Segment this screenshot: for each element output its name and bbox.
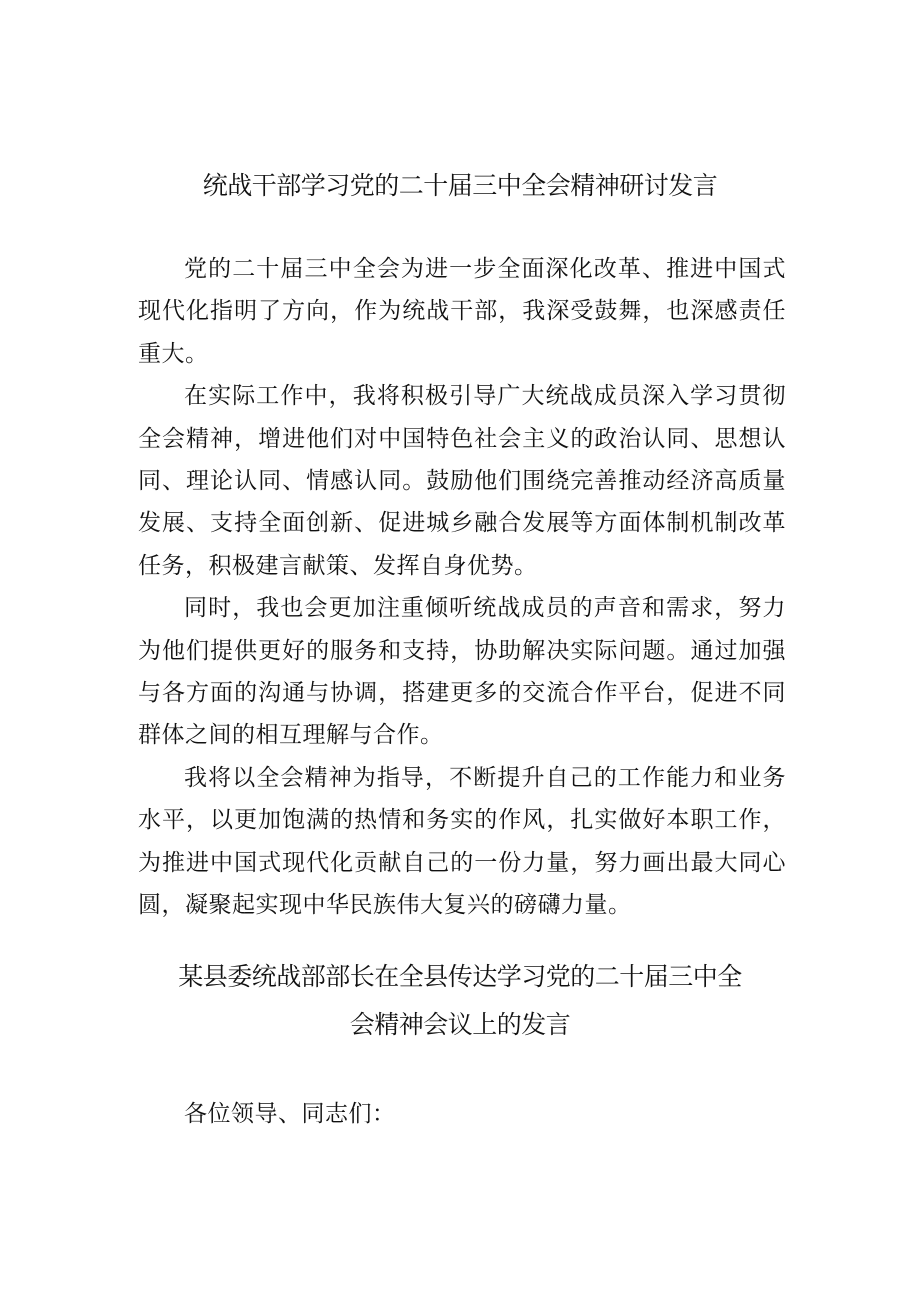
paragraph-4: 我将以全会精神为指导，不断提升自己的工作能力和业务水平，以更加饱满的热情和务实的作风，扎实做好本职工作，为推进中国式现代化贡献自己的一份力量，努力画出最大同心圆，凝聚起实现中华民族伟大复兴的磅礴力量。 <box>138 764 786 919</box>
speech-title: 统战干部学习党的二十届三中全会精神研讨发言 <box>202 171 718 200</box>
second-title-line-1: 某县委统战部部长在全县传达学习党的二十届三中全 <box>178 962 742 991</box>
second-title-line-2: 会精神会议上的发言 <box>349 1010 571 1039</box>
paragraph-1: 党的二十届三中全会为进一步全面深化改革、推进中国式现代化指明了方向，作为统战干部，我深受鼓舞，也深感责任重大。 <box>138 256 786 367</box>
second-speech-title <box>0 953 920 1049</box>
paragraph-3: 同时，我也会更加注重倾听统战成员的声音和需求，努力为他们提供更好的服务和支持，协助解决实际问题。通过加强与各方面的沟通与协调，搭建更多的交流合作平台，促进不同群体之间的相互理解与合作。 <box>138 595 786 749</box>
paragraph-2: 在实际工作中，我将积极引导广大统战成员深入学习贯彻全会精神，增进他们对中国特色社会主义的政治认同、思想认同、理论认同、情感认同。鼓励他们围绕完善推动经济高质量发展、支持全面创新、促进城乡融合发展等方面体制机制改革任务，积极建言献策、发挥自身优势。 <box>138 383 786 579</box>
speech-body <box>138 248 786 927</box>
salutation: 各位领导、同志们： <box>184 1101 396 1127</box>
